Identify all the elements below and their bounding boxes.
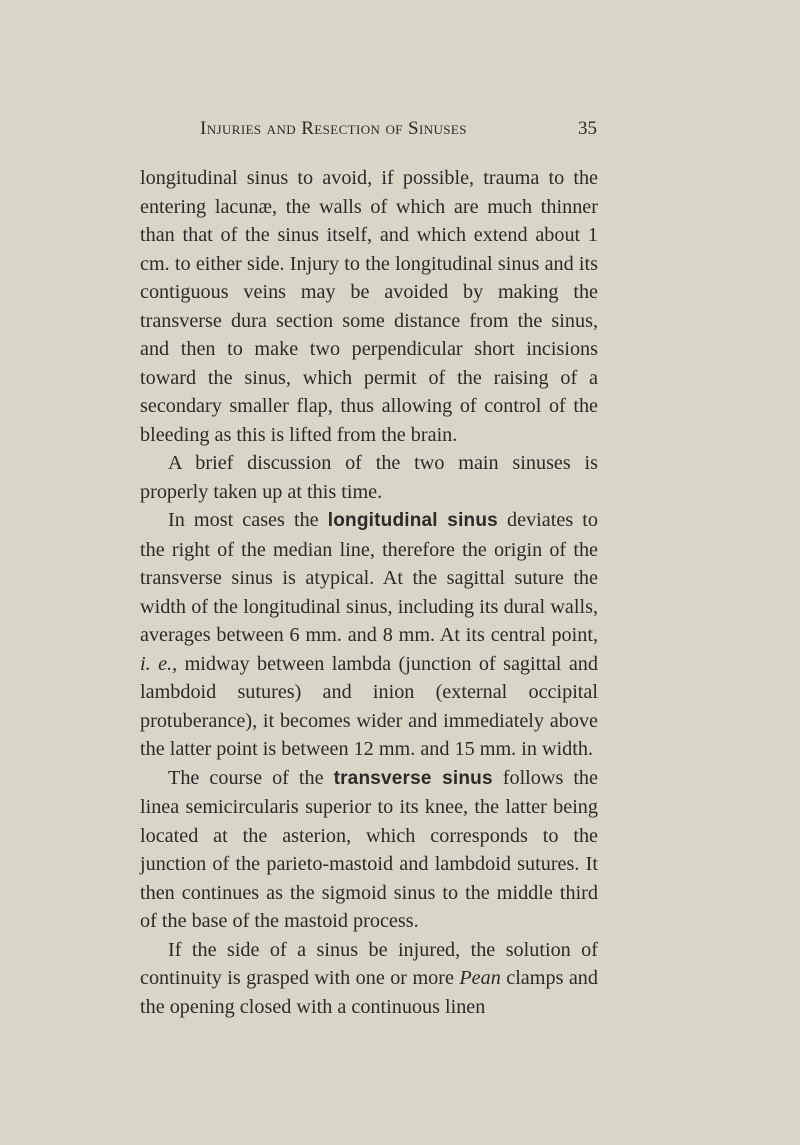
- paragraph-5-rest: clamps and the opening closed with a continuous linen: [140, 967, 598, 1018]
- paragraph-4-lead: The course of the: [168, 766, 334, 789]
- paragraph-5: [140, 936, 598, 1022]
- paragraph-4: [140, 764, 598, 936]
- paragraph-3-lead: In most cases the: [168, 509, 328, 531]
- paragraph-1: [140, 164, 598, 449]
- term-longitudinal-sinus: longitudinal sinus: [327, 510, 498, 531]
- page-number: 35: [578, 118, 597, 139]
- body-text: [140, 164, 598, 1021]
- paragraph-5-lead: If the side of a sinus be injured, the solution of continuity is grasped with one or more: [140, 938, 598, 989]
- running-head: Injuries and Resection of Sinuses: [200, 118, 467, 139]
- paragraph-1-text: longitudinal sinus to avoid, if possible, trauma to the entering lacunæ, the walls of which are much thinner than that of the sinus itself, and which extend about 1 cm. to either side. Injury to the longitudinal sinus and its contiguous veins may be avoided by making the transverse dura section some distance from the sinus, and then to make two perpendicular short incisions toward the sinus, which permit of the raising of a secondary smaller flap, thus allowing of control of the bleeding as this is lifted from the brain.: [140, 167, 598, 446]
- paragraph-2: [140, 449, 598, 506]
- paragraph-3: [140, 506, 598, 764]
- paragraph-2-text: A brief discussion of the two main sinuses is properly taken up at this time.: [140, 452, 598, 503]
- italic-pean: Pean: [459, 967, 501, 989]
- paragraph-3-rest: midway between lambda (junction of sagittal and lambdoid sutures) and inion (external occipital protuberance), it becomes wider and immediately above the latter point is between 12 mm. and 15 mm. in width.: [140, 652, 598, 760]
- paragraph-3-body: deviates to the right of the median line, therefore the origin of the transverse sinus is atypical. At the sagittal suture the width of the longitudinal sinus, including its dural walls, averages between 6 mm. and 8 mm. At its central point,: [140, 509, 598, 646]
- page-header: [200, 118, 597, 148]
- italic-ie: i. e.,: [140, 652, 178, 675]
- term-transverse-sinus: transverse sinus: [333, 767, 493, 789]
- paragraph-4-rest: follows the linea semicircularis superior to its knee, the latter being located at the asterion, which corresponds to the junction of the parieto-mastoid and lambdoid sutures. It then continues as the sigmoid sinus to the middle third of the base of the mastoid process.: [140, 766, 598, 932]
